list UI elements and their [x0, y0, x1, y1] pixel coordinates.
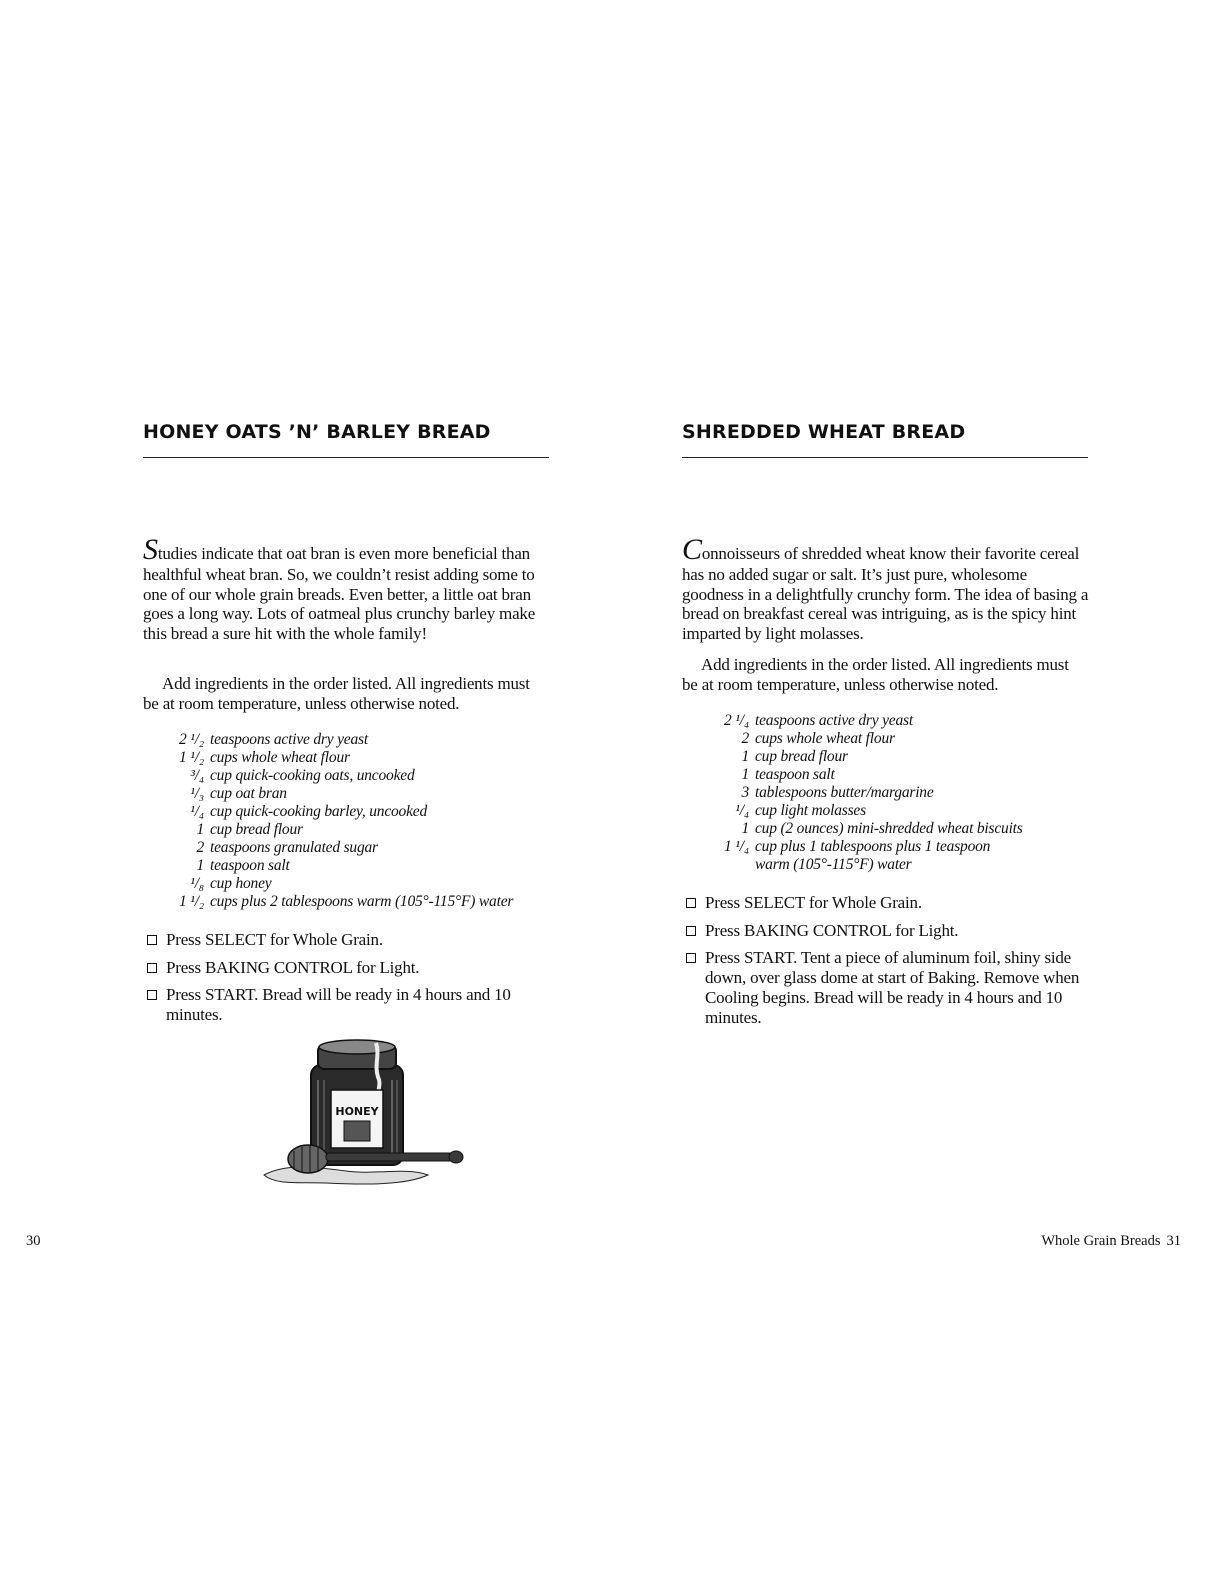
- right-page: [612, 0, 1224, 1584]
- right-recipe-title: SHREDDED WHEAT BREAD: [682, 421, 966, 443]
- step-text: Press BAKING CONTROL for Light.: [705, 920, 959, 940]
- ingredient-quantity: 1: [196, 857, 204, 874]
- left-instruction: Add ingredients in the order listed. All ingredients must be at room temperature, unless otherwise noted.: [143, 674, 530, 713]
- ingredient-row: [170, 893, 560, 911]
- right-intro-paragraph: [682, 535, 1092, 644]
- ingredient-quantity: ¹/₄: [190, 803, 204, 820]
- step-text: Press SELECT for Whole Grain.: [166, 930, 383, 949]
- ingredient-row: [170, 731, 560, 749]
- ingredient-item: teaspoons active dry yeast: [210, 731, 368, 748]
- ingredient-row: [170, 803, 560, 821]
- checkbox-icon: [147, 990, 157, 1000]
- ingredient-row: [170, 785, 560, 803]
- ingredient-quantity: 2: [196, 839, 204, 856]
- step-item: [147, 958, 537, 978]
- ingredient-item: cup bread flour: [755, 748, 848, 765]
- ingredient-item: cup honey: [210, 875, 272, 892]
- right-step-list: [686, 893, 1091, 1035]
- ingredient-item: cup plus 1 tablespoons plus 1 teaspoon: [755, 838, 991, 855]
- ingredient-quantity: ³/₄: [190, 767, 204, 784]
- ingredient-quantity: ¹/₈: [190, 875, 204, 892]
- ingredient-row: [715, 820, 1095, 838]
- ingredient-row: [170, 767, 560, 785]
- ingredient-item: teaspoon salt: [210, 857, 290, 874]
- right-title-rule: [682, 457, 1088, 458]
- left-intro-text: tudies indicate that oat bran is even more beneficial than healthful wheat bran. So, we couldn’t resist adding some to one of our whole grain breads. Even better, a little oat bran goes a long way. Lots of oatmeal plus crunchy barley make this bread a sure hit with the whole family!: [143, 544, 536, 644]
- right-ingredient-list: [715, 712, 1095, 874]
- checkbox-icon: [686, 953, 696, 963]
- step-text: Press START. Tent a piece of aluminum foil, shiny side down, over glass dome at start of Baking. Remove when Cooling begins. Bread will be ready in 4 hours and 10 minutes.: [705, 948, 1080, 1027]
- left-ingredient-list: [170, 731, 560, 911]
- ingredient-quantity: 2: [741, 730, 749, 747]
- ingredient-quantity: 3: [741, 784, 749, 801]
- ingredient-item: teaspoons active dry yeast: [755, 712, 913, 729]
- ingredient-item: cup (2 ounces) mini-shredded wheat biscuits: [755, 820, 1023, 837]
- ingredient-quantity: 2 ¹/₂: [179, 731, 204, 748]
- ingredient-item: teaspoons granulated sugar: [210, 839, 378, 856]
- left-dropcap: S: [143, 533, 158, 566]
- ingredient-item: teaspoon salt: [755, 766, 835, 783]
- right-dropcap: C: [682, 533, 702, 566]
- ingredient-row: [170, 875, 560, 893]
- ingredient-row: [715, 784, 1095, 802]
- step-item: [686, 893, 1091, 913]
- checkbox-icon: [147, 935, 157, 945]
- ingredient-row: [715, 748, 1095, 766]
- ingredient-quantity: 1: [741, 766, 749, 783]
- ingredient-row: [715, 766, 1095, 784]
- ingredient-continuation: warm (105°-115°F) water: [755, 856, 912, 873]
- left-page-number: 30: [26, 1233, 41, 1249]
- ingredient-quantity: 1 ¹/₂: [179, 893, 204, 910]
- step-item: [147, 985, 537, 1024]
- left-step-list: [147, 930, 537, 1033]
- ingredient-item: cup light molasses: [755, 802, 866, 819]
- ingredient-row: [715, 838, 1095, 856]
- ingredient-quantity: 1: [741, 748, 749, 765]
- ingredient-item: cup quick-cooking oats, uncooked: [210, 767, 415, 784]
- ingredient-quantity: 1: [196, 821, 204, 838]
- ingredient-item: tablespoons butter/margarine: [755, 784, 934, 801]
- step-item: [686, 948, 1091, 1027]
- step-item: [147, 930, 537, 950]
- ingredient-row: [170, 749, 560, 767]
- ingredient-row: [170, 857, 560, 875]
- ingredient-item: cups whole wheat flour: [210, 749, 350, 766]
- right-page-footer: [1041, 1233, 1181, 1250]
- checkbox-icon: [686, 898, 696, 908]
- ingredient-quantity: ¹/₄: [735, 802, 749, 819]
- ingredient-item: cups plus 2 tablespoons warm (105°-115°F) water: [210, 893, 514, 910]
- ingredient-item: cup quick-cooking barley, uncooked: [210, 803, 428, 820]
- ingredient-item: cup oat bran: [210, 785, 287, 802]
- step-text: Press SELECT for Whole Grain.: [705, 893, 922, 912]
- left-recipe-title: HONEY OATS ’N’ BARLEY BREAD: [143, 421, 491, 443]
- ingredient-quantity: 1 ¹/₄: [724, 838, 749, 855]
- ingredient-quantity: ¹/₃: [190, 785, 204, 802]
- right-intro-text: onnoisseurs of shredded wheat know their favorite cereal has no added sugar or salt. It’s just pure, wholesome goodness in a delightfully crunchy form. The idea of basing a bread on breakfast cereal was intriguing, as is the spicy hint imparted by light molasses.: [682, 544, 1089, 644]
- ingredient-row: [715, 712, 1095, 730]
- step-item: [686, 921, 1091, 941]
- ingredient-quantity: 1 ¹/₂: [179, 749, 204, 766]
- ingredient-row: [715, 802, 1095, 820]
- right-page-number: 31: [1166, 1233, 1181, 1249]
- left-intro-paragraph: [143, 535, 553, 644]
- ingredient-quantity: 1: [741, 820, 749, 837]
- checkbox-icon: [147, 963, 157, 973]
- section-name: Whole Grain Breads: [1041, 1233, 1161, 1249]
- right-instruction: Add ingredients in the order listed. All ingredients must be at room temperature, unless otherwise noted.: [682, 655, 1069, 694]
- checkbox-icon: [686, 926, 696, 936]
- ingredient-row: [170, 821, 560, 839]
- ingredient-row: [715, 730, 1095, 748]
- ingredient-quantity: 2 ¹/₄: [724, 712, 749, 729]
- ingredient-item: cup bread flour: [210, 821, 303, 838]
- honey-label-text: HONEY: [335, 1105, 379, 1118]
- left-title-rule: [143, 457, 549, 458]
- ingredient-item: cups whole wheat flour: [755, 730, 895, 747]
- honey-jar-illustration: [256, 1035, 466, 1190]
- step-text: Press BAKING CONTROL for Light.: [166, 957, 420, 977]
- step-text: Press START. Bread will be ready in 4 hours and 10 minutes.: [166, 985, 511, 1025]
- ingredient-row: [170, 839, 560, 857]
